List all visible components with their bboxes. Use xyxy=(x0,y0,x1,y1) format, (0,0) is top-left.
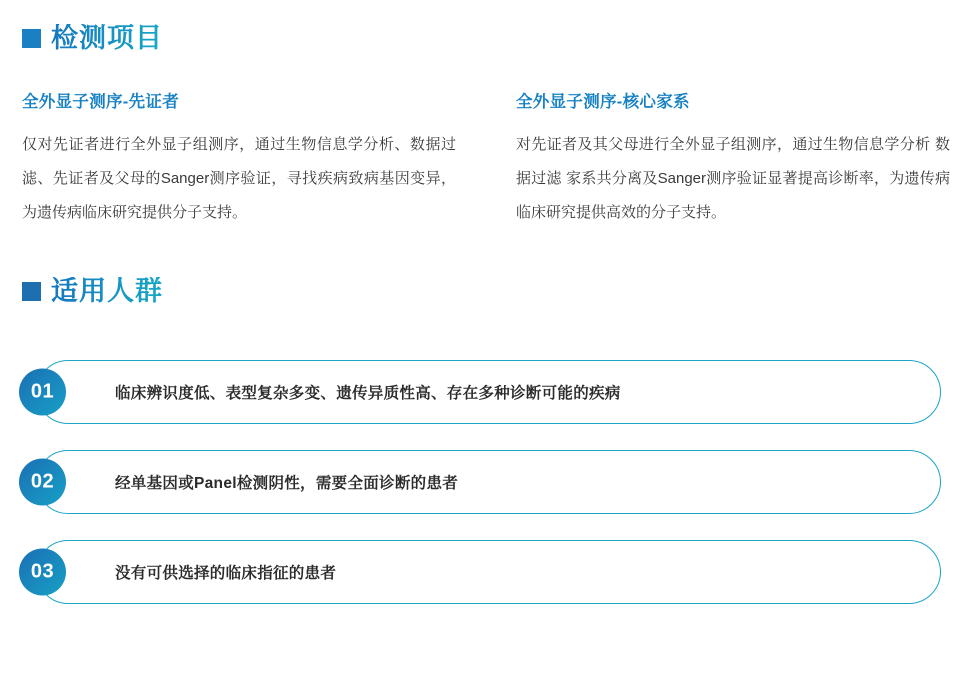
item-description: 仅对先证者进行全外显子组测序，通过生物信息学分析、数据过滤、先证者及父母的Sanger测序验证，寻找疾病致病基因变异，为遗传病临床研究提供分子支持。 xyxy=(22,136,456,221)
section-title: 适用人群 xyxy=(51,276,163,306)
list-item-label: 没有可供选择的临床指征的患者 xyxy=(115,565,337,582)
square-marker-icon xyxy=(22,282,41,301)
section-title: 检测项目 xyxy=(51,23,163,53)
list-item xyxy=(30,540,941,604)
list-item xyxy=(30,360,941,424)
detection-item-trio xyxy=(516,88,950,230)
list-item-number-badge: 01 xyxy=(19,369,66,416)
section-heading-target-population xyxy=(22,277,163,307)
detection-items-list xyxy=(22,88,951,230)
section-heading-detection-items xyxy=(22,24,163,54)
list-item-label: 经单基因或Panel检测阴性，需要全面诊断的患者 xyxy=(115,475,459,492)
item-description: 对先证者及其父母进行全外显子组测序，通过生物信息学分析 数据过滤 家系共分离及Sanger测序验证显著提高诊断率，为遗传病临床研究提供高效的分子支持。 xyxy=(516,136,950,221)
square-marker-icon xyxy=(22,29,41,48)
item-title: 全外显子测序-先证者 xyxy=(22,93,179,111)
target-population-list xyxy=(30,360,941,630)
list-item xyxy=(30,450,941,514)
list-item-number-badge: 03 xyxy=(19,549,66,596)
list-item-number-badge: 02 xyxy=(19,459,66,506)
item-title: 全外显子测序-核心家系 xyxy=(516,93,690,111)
detection-item-proband xyxy=(22,88,456,230)
list-item-label: 临床辨识度低、表型复杂多变、遗传异质性高、存在多种诊断可能的疾病 xyxy=(115,385,621,402)
